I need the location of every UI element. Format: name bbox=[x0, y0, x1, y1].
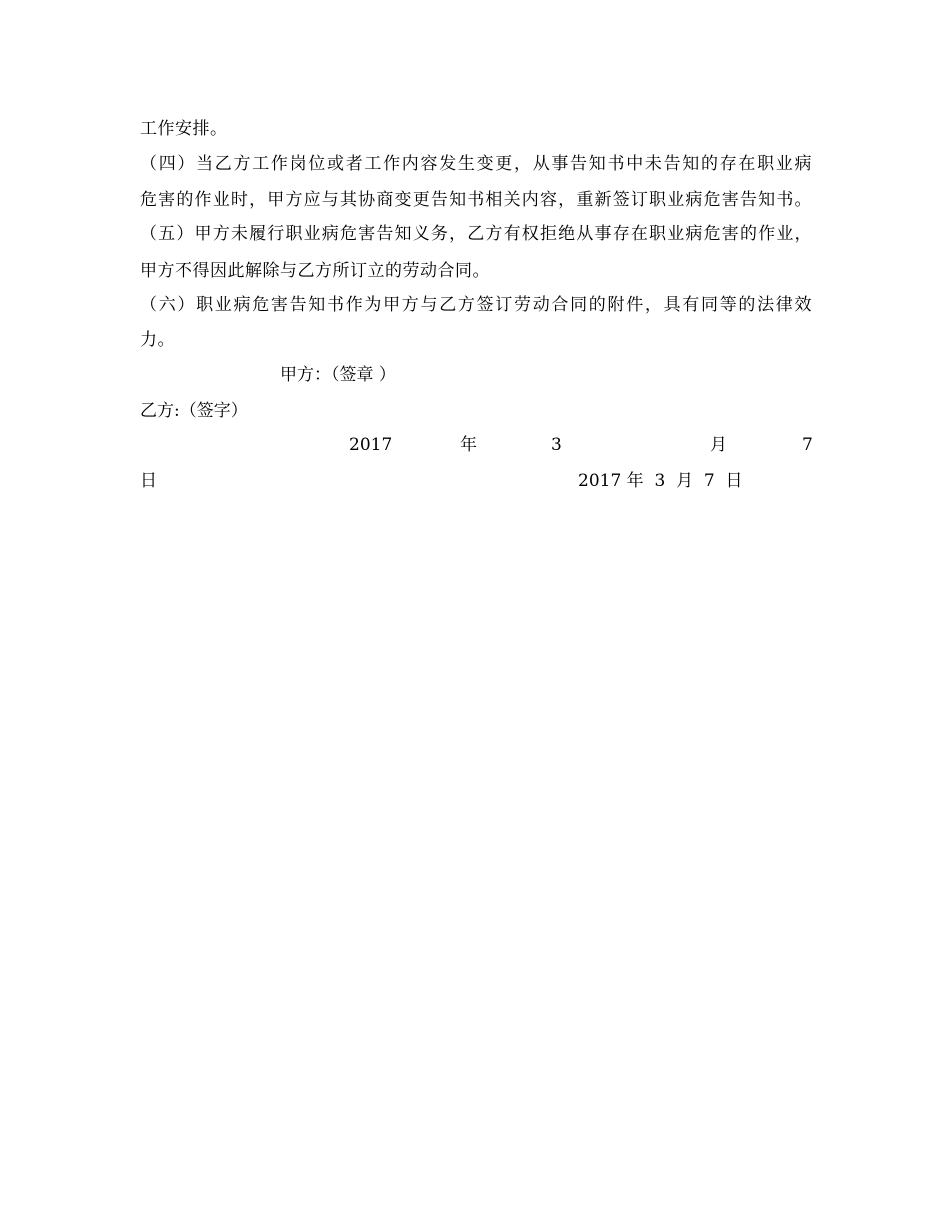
party-a-date-month-char: 月 bbox=[710, 435, 727, 455]
paragraph-line: 危害的作业时，甲方应与其协商变更告知书相关内容，重新签订职业病危害告知书。 bbox=[140, 190, 812, 210]
party-a-date-day: 7 bbox=[802, 435, 813, 455]
paragraph-line: 甲方不得因此解除与乙方所订立的劳动合同。 bbox=[140, 261, 490, 281]
paragraph-line: （五）甲方未履行职业病危害告知义务，乙方有权拒绝从事存在职业病危害的作业， bbox=[140, 224, 812, 244]
party-a-date-year: 2017 bbox=[349, 435, 393, 455]
party-b-date: 2017 年 3 月 7 日 bbox=[578, 471, 743, 491]
party-b-signature-label: 乙方:（签字） bbox=[140, 401, 248, 421]
party-a-date-day-char: 日 bbox=[140, 471, 157, 491]
paragraph-line: 力。 bbox=[140, 330, 175, 350]
party-a-date-year-char: 年 bbox=[460, 435, 477, 455]
paragraph-line: 工作安排。 bbox=[140, 119, 228, 139]
paragraph-line: （六）职业病危害告知书作为甲方与乙方签订劳动合同的附件，具有同等的法律效 bbox=[140, 295, 812, 315]
party-a-date-month: 3 bbox=[551, 435, 562, 455]
paragraph-line: （四）当乙方工作岗位或者工作内容发生变更，从事告知书中未告知的存在职业病 bbox=[140, 154, 812, 174]
party-a-signature-label: 甲方：（签章 ） bbox=[280, 365, 396, 385]
